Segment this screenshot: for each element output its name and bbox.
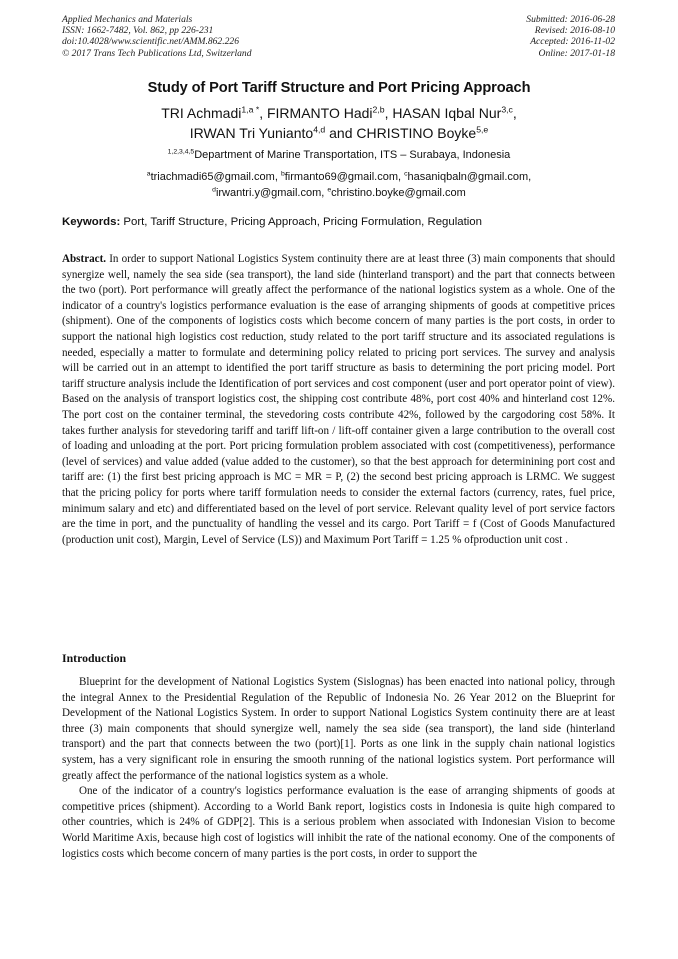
- journal-issn: ISSN: 1662-7482, Vol. 862, pp 226-231: [62, 25, 214, 37]
- paper-title: Study of Port Tariff Structure and Port Pricing Approach: [147, 80, 531, 96]
- journal-name: Applied Mechanics and Materials: [62, 14, 193, 25]
- abstract: [62, 252, 615, 548]
- affiliation-text: Department of Marine Transportation, ITS – Surabaya, Indonesia: [194, 149, 511, 161]
- author-list: [0, 103, 678, 143]
- email-line-1: [0, 170, 678, 186]
- email-sup: c: [404, 170, 408, 178]
- section-heading-introduction: Introduction: [62, 651, 127, 665]
- introduction-paragraph: One of the indicator of a country's logistics performance evaluation is the ease of arranging shipments of goods at competitive prices (shipment). According to a World Bank report, logistics costs in Indonesia is quite high compared to other countries, which is 24% of GDP[2]. This is a serious problem when associated with Indonesian Vision to become World Maritime Axis, because high cost of logistics will inhibit the rate of the national economy. One of the components of logistics costs which become concern of many parties is the port costs, in order to support the: [62, 785, 615, 860]
- journal-copyright: © 2017 Trans Tech Publications Ltd, Switzerland: [62, 47, 252, 59]
- author-line-2: [0, 123, 678, 143]
- email-line-2: [0, 186, 678, 202]
- keywords-label: Keywords:: [62, 216, 121, 228]
- email-link[interactable]: firmanto69@gmail.com,: [284, 171, 402, 183]
- affiliation-sup: 1,2,3,4,5: [167, 148, 195, 156]
- email-sup: b: [280, 170, 285, 178]
- email-sup: d: [212, 185, 216, 193]
- author-name: HASAN Iqbal Nur: [392, 105, 502, 121]
- author-and: and: [329, 125, 353, 141]
- abstract-text: In order to support National Logistics System continuity there are at least three (3) main components that should synergize well, namely the sea side (sea transport), the land side (hinterland transport) and the part that connects between the two (port). Port performance will greatly affect the performance of the national logistics system as a whole. One of the indicator of a country's logistics performance evaluation is the ease of arranging shipments of goods at competitive prices (shipment). One of the components of logistics costs which become concern of many parties is the port costs, in order to support the national high logistics cost reduction, study related to the port tariff structure and its associated regulations is needed, especially a matter to formulate and determining policy related to pricing port services. The survey and analysis will be carried out in an attempt to identified the port tariff structure as basis to determining the port pricing model. Port tariff structure analysis include the Identification of port services and cost component (user and port operator point of view). Based on the analysis of transport logistics cost, the shipping cost contribute 48%, port cost 40% and hinterland cost 12%. The port cost on the container terminal, the stevedoring costs contribute 42%, followed by the cargodoring cost 58%. It takes further analysis for stevedoring tariff and tariff lift-on / lift-off container given a large contribution to the overall cost of loading and unloading at the port. Port pricing formulation problem associated with cost (competitiveness), performance (level of services) and value added (value added to the customer), so that the best approach for determinining port cost and tariff are: (1) the first best pricing approach is MC = MR = P, (2) the second best pricing approach is LRMC. We suggest that the pricing policy for ports where tariff formulation needs to consider the external factors (currency, rates, fuel price, minimum salary and etc) and differentiated based on the level of port service. Relevant quality level of port service factors are the time in port, and the punctuality of handling the vessel and its cargo. Port Tariff = f (Cost of Goods Manufactured (production unit cost), Margin, Level of Service (LS)) and Maximum Port Tariff = 1.25 % ofproduction unit cost .: [62, 253, 615, 546]
- journal-doi: doi:10.4028/www.scientific.net/AMM.862.226: [62, 36, 240, 48]
- author-sup: 4,d: [313, 124, 326, 135]
- date-accepted: Accepted: 2016-11-02: [530, 36, 615, 48]
- author-name: FIRMANTO Hadi: [266, 105, 373, 121]
- date-revised: Revised: 2016-08-10: [534, 25, 615, 37]
- author-sup: 1,a *: [241, 104, 260, 115]
- email-link[interactable]: christino.boyke@gmail.com: [331, 186, 466, 199]
- author-name: CHRISTINO Boyke: [356, 125, 477, 141]
- email-sup: a: [146, 170, 151, 178]
- email-link[interactable]: triachmadi65@gmail.com,: [150, 171, 278, 183]
- introduction-paragraph: Blueprint for the development of National Logistics System (Sislognas) has been enacted into national policy, through the integral Annex to the Presidential Regulation of the Republic of Indonesia No. 26 Year 2012 on the Blueprint for Development of the National Logistics System. In order to support National Logistics System continuity there are at least three (3) main components that should synergize well, namely the sea side (sea transport), the land side (hinterland transport) and the part that connects between the two (port)[1]. Ports as one link in the supply chain national logistics system, has a very significant role in ensuring the smooth running of the national logistics system. Port performance will greatly affect the performance of the national logistics system as a whole.: [62, 676, 615, 782]
- abstract-label: Abstract.: [62, 253, 107, 265]
- introduction-body: [62, 675, 615, 862]
- date-online: Online: 2017-01-18: [538, 47, 615, 59]
- journal-header-right: [526, 14, 615, 59]
- email-sup: e: [327, 185, 332, 193]
- author-line-1: TRI Achmadi$^{1,a *}$, FIRMANTO Hadi$^{2,b}$, HASAN Iqbal Nur$^{3,c}$,: [161, 104, 517, 121]
- author-name: IRWAN Tri Yunianto: [189, 125, 314, 141]
- author-name: TRI Achmadi: [161, 105, 242, 121]
- date-submitted: Submitted: 2016-06-28: [526, 14, 615, 25]
- author-sup: 3,c: [501, 104, 513, 115]
- email-link[interactable]: hasaniqbaln@gmail.com,: [407, 171, 532, 183]
- affiliation: [0, 149, 678, 161]
- author-sup: 2,b: [372, 104, 385, 115]
- keywords-text: Port, Tariff Structure, Pricing Approach, Pricing Formulation, Regulation: [120, 216, 482, 228]
- keywords: [62, 216, 622, 228]
- author-sup: 5,e: [476, 124, 489, 135]
- journal-header-left: [62, 14, 252, 59]
- email-link[interactable]: irwantri.y@gmail.com,: [215, 186, 325, 199]
- author-emails: [0, 170, 678, 201]
